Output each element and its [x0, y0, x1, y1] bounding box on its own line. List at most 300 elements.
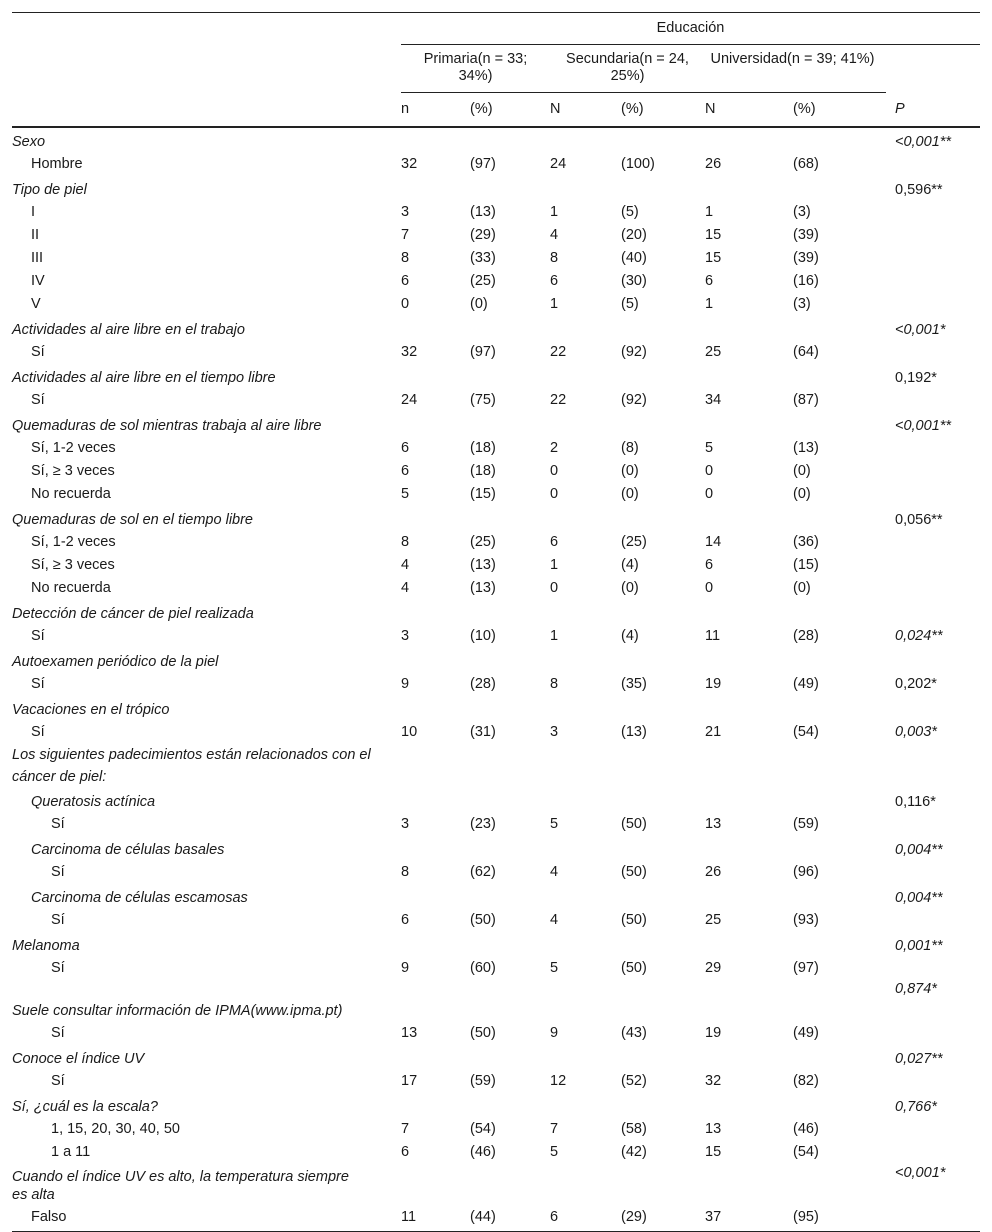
cell-p-value: 0,027** [895, 1051, 943, 1067]
cell-p-value [886, 483, 980, 506]
cell-percent: (0) [793, 463, 811, 479]
row-label: Sí [51, 864, 65, 880]
cell-count: 34 [705, 392, 722, 408]
cell-percent: (100) [621, 156, 655, 172]
cell-percent: (50) [621, 816, 647, 832]
cell-percent: (39) [793, 227, 819, 243]
cell-empty [401, 836, 470, 861]
cell-percent: (8) [621, 440, 639, 456]
cell-p-value [886, 554, 980, 577]
table-row [12, 483, 980, 506]
cell-count: 32 [705, 1073, 722, 1089]
cell-empty [470, 836, 550, 861]
row-label: Sí [31, 392, 45, 408]
cell-empty [705, 1045, 793, 1070]
cell-p-value [886, 600, 980, 625]
cell-percent: (15) [793, 557, 819, 573]
cell-empty [705, 788, 793, 813]
row-label: No recuerda [31, 580, 111, 596]
cell-count: 4 [550, 864, 559, 880]
cell-percent: (5) [621, 204, 639, 220]
cell-count: 21 [705, 724, 722, 740]
table-row [12, 153, 980, 176]
cell-percent: (82) [793, 1073, 819, 1089]
cell-empty [470, 884, 550, 909]
cell-empty [705, 744, 793, 788]
category-row [12, 1164, 980, 1206]
table-row [12, 813, 980, 836]
cell-empty [470, 176, 550, 201]
cell-empty [705, 696, 793, 721]
cell-empty [401, 364, 470, 389]
sub-header-n-2: N [550, 93, 621, 128]
category-label: Los siguientes padecimientos están relacionados con el cáncer de piel: [12, 747, 371, 785]
cell-empty [793, 600, 886, 625]
table-row [12, 270, 980, 293]
cell-count: 1 [550, 296, 559, 312]
cell-percent: (39) [793, 250, 819, 266]
cell-p-value [886, 341, 980, 364]
cell-count: 8 [550, 250, 559, 266]
cell-count: 37 [705, 1206, 793, 1232]
cell-count: 0 [401, 296, 410, 312]
table-row [12, 577, 980, 600]
cell-empty [470, 412, 550, 437]
cell-empty [705, 1093, 793, 1118]
cell-empty [401, 600, 470, 625]
cell-p-value: 0,874* [895, 981, 937, 997]
cell-p-value: <0,001* [895, 1165, 946, 1181]
cell-percent: (54) [470, 1121, 496, 1137]
cell-count: 25 [705, 344, 722, 360]
cell-percent: (3) [793, 296, 811, 312]
cell-empty [793, 1164, 886, 1206]
cell-empty [621, 980, 705, 1022]
cell-empty [550, 980, 621, 1022]
cell-empty [621, 884, 705, 909]
cell-count: 0 [705, 463, 714, 479]
cell-count: 1 [550, 557, 559, 573]
cell-empty [705, 316, 793, 341]
cell-count: 8 [401, 534, 410, 550]
results-table-container [12, 12, 980, 1232]
row-label: Sí, 1-2 veces [31, 440, 116, 456]
cell-percent: (92) [621, 392, 647, 408]
cell-count: 1 [705, 296, 714, 312]
table-row [12, 224, 980, 247]
category-row [12, 932, 980, 957]
cell-empty [401, 980, 470, 1022]
cell-count: 26 [705, 156, 722, 172]
cell-empty [550, 176, 621, 201]
cell-count: 6 [401, 440, 410, 456]
cell-empty [470, 1045, 550, 1070]
cell-count: 11 [705, 628, 721, 644]
category-label: Melanoma [12, 938, 80, 954]
cell-percent: (18) [470, 440, 496, 456]
cell-empty [793, 980, 886, 1022]
table-row [12, 861, 980, 884]
table-row [12, 673, 980, 696]
cell-percent: (50) [621, 912, 647, 928]
category-row [12, 980, 980, 1022]
cell-empty [550, 1093, 621, 1118]
cell-percent: (25) [470, 273, 496, 289]
cell-count: 15 [705, 250, 722, 266]
category-row [12, 696, 980, 721]
cell-count: 5 [550, 960, 559, 976]
cell-empty [705, 836, 793, 861]
cell-p-value [886, 1070, 980, 1093]
cell-percent: (92) [621, 344, 647, 360]
category-label: Autoexamen periódico de la piel [12, 654, 219, 670]
cell-p-value [886, 201, 980, 224]
table-row [12, 1070, 980, 1093]
cell-empty [621, 696, 705, 721]
row-label: Sí, ≥ 3 veces [31, 557, 115, 573]
row-label: Sí [51, 1025, 65, 1041]
cell-percent: (50) [621, 960, 647, 976]
category-label: Carcinoma de células escamosas [31, 890, 248, 906]
cell-percent: (15) [470, 486, 496, 502]
category-label: Queratosis actínica [31, 794, 156, 810]
cell-p-value [886, 909, 980, 932]
row-label: Sí [51, 816, 65, 832]
table-row [12, 437, 980, 460]
cell-percent: (25) [621, 534, 647, 550]
cell-empty [401, 1164, 470, 1206]
table-row [12, 625, 980, 648]
category-row [12, 176, 980, 201]
category-row [12, 364, 980, 389]
row-label: II [31, 227, 40, 243]
cell-empty [793, 788, 886, 813]
cell-count: 19 [705, 676, 722, 692]
row-label: No recuerda [31, 486, 111, 502]
cell-percent: (97) [470, 344, 496, 360]
row-label: Falso [12, 1206, 401, 1232]
cell-percent: (42) [621, 1144, 647, 1160]
cell-count: 15 [705, 1144, 722, 1160]
cell-percent: (5) [621, 296, 639, 312]
cell-empty [793, 364, 886, 389]
cell-count: 0 [705, 486, 714, 502]
cell-empty [793, 412, 886, 437]
cell-empty [705, 884, 793, 909]
table-row [12, 389, 980, 412]
cell-empty [705, 1164, 793, 1206]
cell-count: 6 [550, 534, 559, 550]
cell-count: 1 [550, 204, 559, 220]
table-row [12, 1206, 980, 1232]
cell-p-value [886, 270, 980, 293]
table-body [12, 127, 980, 1232]
cell-empty [793, 127, 886, 153]
cell-count: 32 [401, 344, 418, 360]
cell-p-value [886, 577, 980, 600]
cell-count: 9 [401, 960, 410, 976]
cell-count: 9 [401, 676, 410, 692]
category-label: Vacaciones en el trópico [12, 702, 170, 718]
cell-percent: (54) [793, 1144, 819, 1160]
cell-p-value: 0,596** [895, 182, 943, 198]
cell-count: 7 [550, 1121, 559, 1137]
table-header [12, 13, 980, 128]
cell-count: 17 [401, 1073, 418, 1089]
cell-empty [550, 364, 621, 389]
cell-count: 6 [401, 463, 410, 479]
cell-percent: (50) [621, 864, 647, 880]
table-row [12, 1022, 980, 1045]
row-label: 1, 15, 20, 30, 40, 50 [51, 1121, 180, 1137]
cell-percent: (46) [470, 1144, 496, 1160]
cell-empty [621, 836, 705, 861]
cell-p-value [886, 744, 980, 788]
category-label: Quemaduras de sol mientras trabaja al aire libre [12, 418, 322, 434]
cell-percent: (35) [621, 676, 647, 692]
cell-empty [793, 884, 886, 909]
cell-percent: (13) [793, 440, 819, 456]
cell-empty [550, 932, 621, 957]
cell-p-value: 0,004** [895, 890, 943, 906]
cell-percent: (49) [793, 1025, 819, 1041]
cell-count: 6 [550, 273, 559, 289]
row-label: Sí, ≥ 3 veces [31, 463, 115, 479]
cell-percent: (68) [793, 156, 819, 172]
cell-empty [793, 744, 886, 788]
category-label: Tipo de piel [12, 182, 87, 198]
cell-count: 12 [550, 1073, 567, 1089]
cell-p-value [886, 648, 980, 673]
cell-count: 4 [550, 912, 559, 928]
cell-empty [621, 127, 705, 153]
cell-empty [705, 506, 793, 531]
cell-empty [550, 696, 621, 721]
cell-count: 13 [705, 816, 722, 832]
cell-p-value [886, 293, 980, 316]
cell-empty [621, 648, 705, 673]
cell-count: 22 [550, 344, 567, 360]
cell-percent: (36) [793, 534, 819, 550]
category-row [12, 836, 980, 861]
cell-empty [793, 932, 886, 957]
cell-empty [470, 980, 550, 1022]
cell-percent: (29) [621, 1206, 705, 1232]
table-row [12, 909, 980, 932]
cell-percent: (28) [793, 628, 819, 644]
cell-count: 5 [550, 1144, 559, 1160]
cell-empty [401, 316, 470, 341]
cell-p-value: 0,003* [895, 724, 937, 740]
table-row [12, 460, 980, 483]
cell-percent: (16) [793, 273, 819, 289]
cell-percent: (13) [470, 580, 496, 596]
cell-empty [401, 884, 470, 909]
category-row [12, 1093, 980, 1118]
sub-header-pct-2: (%) [621, 93, 705, 128]
cell-empty [470, 506, 550, 531]
cell-percent: (49) [793, 676, 819, 692]
cell-empty [550, 600, 621, 625]
category-row [12, 506, 980, 531]
cell-percent: (46) [793, 1121, 819, 1137]
cell-empty [550, 836, 621, 861]
cell-empty [621, 600, 705, 625]
cell-percent: (93) [793, 912, 819, 928]
cell-p-value [886, 957, 980, 980]
cell-empty [401, 932, 470, 957]
cell-p-value [886, 153, 980, 176]
sub-header-n-1: n [401, 93, 470, 128]
cell-empty [621, 932, 705, 957]
cell-percent: (52) [621, 1073, 647, 1089]
category-row [12, 1045, 980, 1070]
cell-empty [793, 506, 886, 531]
cell-count: 3 [401, 204, 410, 220]
secundaria-header [550, 45, 705, 93]
cell-percent: (54) [793, 724, 819, 740]
cell-percent: (59) [470, 1073, 496, 1089]
cell-empty [470, 600, 550, 625]
cell-p-value: <0,001** [895, 418, 952, 434]
cell-percent: (4) [621, 557, 639, 573]
cell-empty [705, 176, 793, 201]
cell-empty [470, 744, 550, 788]
cell-p-value [886, 1022, 980, 1045]
category-row [12, 127, 980, 153]
cell-p-value [886, 531, 980, 554]
cell-empty [401, 788, 470, 813]
cell-empty [705, 980, 793, 1022]
cell-percent: (18) [470, 463, 496, 479]
cell-empty [550, 127, 621, 153]
cell-empty [705, 364, 793, 389]
cell-percent: (60) [470, 960, 496, 976]
cell-percent: (95) [793, 1206, 886, 1232]
cell-count: 3 [401, 628, 410, 644]
category-row [12, 744, 980, 788]
table-row [12, 201, 980, 224]
cell-count: 6 [705, 273, 714, 289]
row-label: Sí [31, 724, 45, 740]
cell-count: 11 [401, 1206, 470, 1232]
cell-empty [793, 176, 886, 201]
cell-empty [705, 932, 793, 957]
cell-count: 25 [705, 912, 722, 928]
cell-empty [470, 1164, 550, 1206]
cell-percent: (97) [793, 960, 819, 976]
cell-p-value: 0,766* [895, 1099, 937, 1115]
cell-p-value: 0,116* [895, 794, 936, 810]
cell-count: 14 [705, 534, 722, 550]
cell-empty [621, 364, 705, 389]
cell-p-value [886, 1206, 980, 1232]
table-row [12, 247, 980, 270]
sub-header-p: P [886, 93, 980, 128]
cell-percent: (40) [621, 250, 647, 266]
cell-count: 6 [550, 1206, 621, 1232]
cell-empty [401, 176, 470, 201]
table-row [12, 341, 980, 364]
cell-count: 8 [401, 250, 410, 266]
cell-percent: (43) [621, 1025, 647, 1041]
cell-empty [621, 316, 705, 341]
cell-percent: (58) [621, 1121, 647, 1137]
table-row [12, 957, 980, 980]
cell-empty [550, 316, 621, 341]
row-label: III [31, 250, 44, 266]
cell-p-value: 0,056** [895, 512, 943, 528]
cell-p-value [886, 389, 980, 412]
cell-percent: (44) [470, 1206, 550, 1232]
table-row [12, 1141, 980, 1164]
cell-empty [621, 1045, 705, 1070]
row-label: 1 a 11 [51, 1144, 91, 1160]
cell-percent: (3) [793, 204, 811, 220]
category-label: Actividades al aire libre en el trabajo [12, 322, 245, 338]
education-table [12, 12, 980, 1232]
universidad-header-label: Universidad(n = 39; 41%) [710, 51, 875, 67]
cell-count: 3 [550, 724, 559, 740]
cell-empty [550, 1164, 621, 1206]
category-row [12, 648, 980, 673]
cell-percent: (13) [470, 204, 496, 220]
cell-count: 0 [550, 463, 559, 479]
cell-empty [705, 600, 793, 625]
cell-count: 15 [705, 227, 722, 243]
cell-count: 0 [550, 580, 559, 596]
cell-empty [621, 176, 705, 201]
cell-count: 0 [705, 580, 714, 596]
cell-empty [705, 648, 793, 673]
cell-p-value [886, 1118, 980, 1141]
cell-empty [550, 744, 621, 788]
cell-count: 32 [401, 156, 418, 172]
cell-percent: (97) [470, 156, 496, 172]
cell-percent: (25) [470, 534, 496, 550]
row-label: IV [31, 273, 45, 289]
category-label: Sexo [12, 134, 46, 150]
cell-p-value [886, 460, 980, 483]
cell-count: 6 [401, 273, 410, 289]
cell-percent: (23) [470, 816, 496, 832]
cell-percent: (59) [793, 816, 819, 832]
cell-count: 13 [401, 1025, 418, 1041]
category-label: Actividades al aire libre en el tiempo libre [12, 370, 276, 386]
category-row [12, 412, 980, 437]
cell-count: 10 [401, 724, 418, 740]
cell-count: 4 [401, 557, 410, 573]
cell-count: 22 [550, 392, 567, 408]
cell-p-value [886, 437, 980, 460]
cell-p-value: 0,001** [895, 938, 943, 954]
cell-count: 5 [401, 486, 410, 502]
row-label: Sí [51, 1073, 65, 1089]
cell-count: 7 [401, 1121, 410, 1137]
cell-count: 4 [550, 227, 559, 243]
cell-percent: (33) [470, 250, 496, 266]
table-row [12, 531, 980, 554]
cell-p-value: <0,001* [895, 322, 946, 338]
cell-empty [550, 506, 621, 531]
cell-percent: (30) [621, 273, 647, 289]
cell-count: 6 [401, 1144, 410, 1160]
cell-empty [621, 744, 705, 788]
cell-percent: (31) [470, 724, 496, 740]
cell-p-value: 0,192* [895, 370, 937, 386]
category-label: Carcinoma de células basales [31, 842, 225, 858]
cell-count: 8 [550, 676, 559, 692]
